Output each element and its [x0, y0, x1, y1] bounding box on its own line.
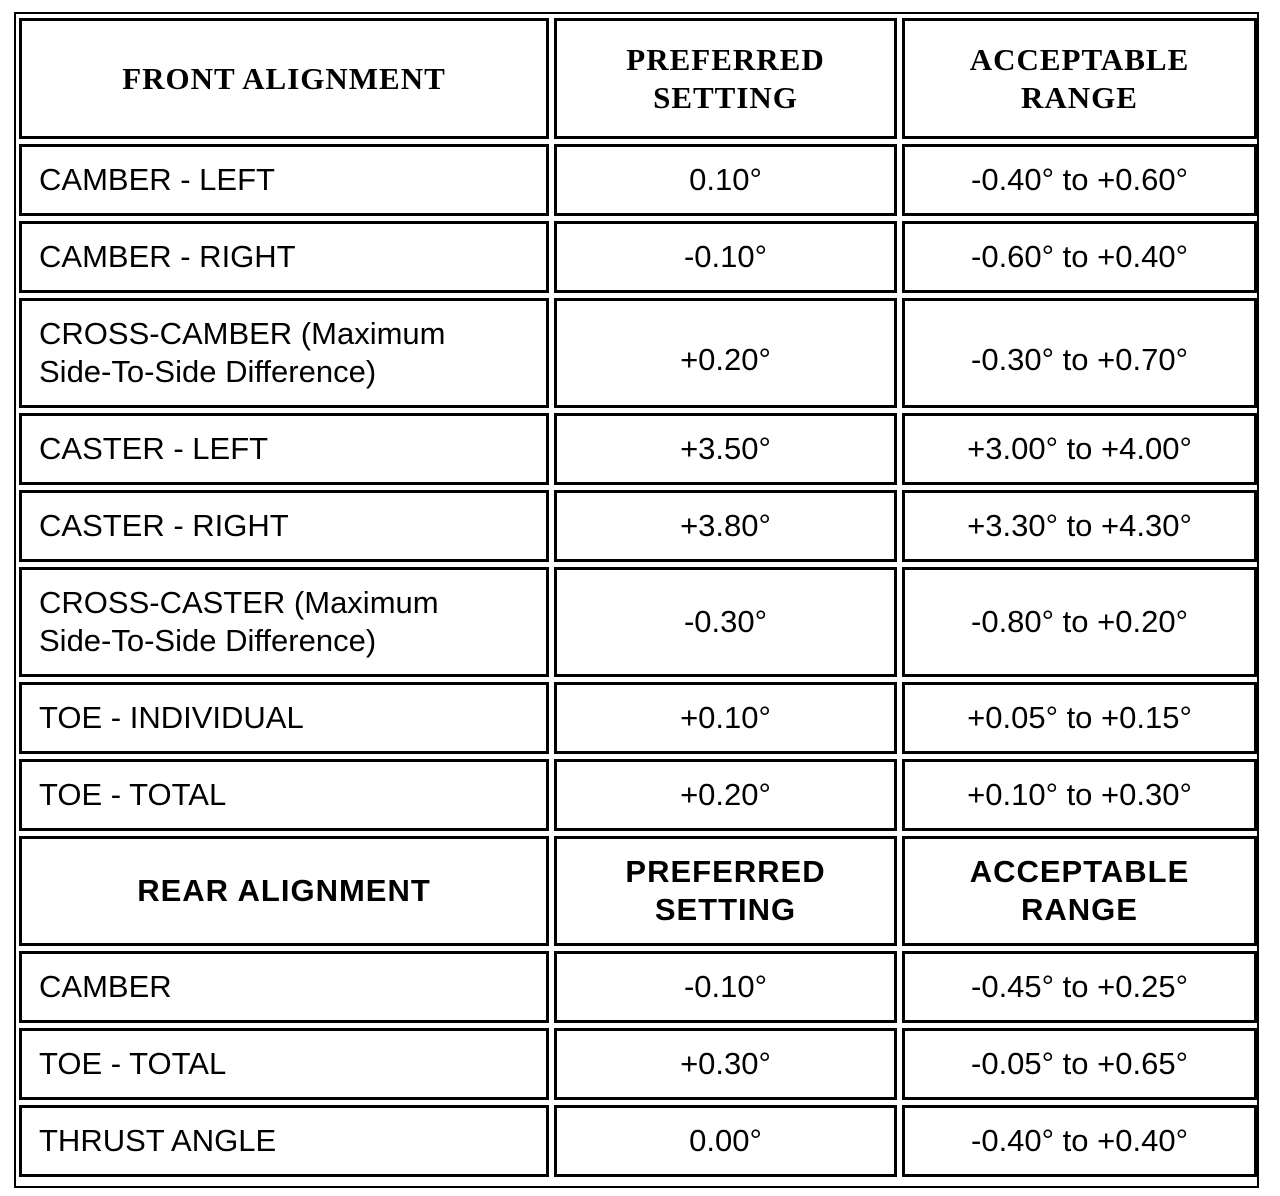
range-value [902, 221, 1257, 293]
row-label [19, 567, 549, 677]
front-preferred-header-line2: SETTING [653, 79, 798, 115]
range-value [902, 682, 1257, 754]
preferred-value [554, 1028, 897, 1100]
preferred-value-text: +0.10° [680, 700, 771, 735]
row-label-text: TOE - TOTAL [39, 1046, 227, 1081]
row-label-text: CASTER - LEFT [39, 431, 269, 466]
preferred-value [554, 490, 897, 562]
range-value-text: -0.80° to +0.20° [971, 604, 1188, 639]
preferred-value [554, 1105, 897, 1177]
table-row [19, 221, 1257, 293]
table-row [19, 1105, 1257, 1177]
rear-alignment-header [19, 836, 549, 946]
preferred-value-text: 0.10° [689, 162, 762, 197]
rear-header-row [19, 836, 1257, 946]
range-value-text: -0.45° to +0.25° [971, 969, 1188, 1004]
row-label-text-line2: Side-To-Side Difference) [39, 354, 377, 389]
preferred-value-text: +0.30° [680, 1046, 771, 1081]
rear-acceptable-range-header [902, 836, 1257, 946]
range-value [902, 567, 1257, 677]
row-label-text: TOE - TOTAL [39, 777, 227, 812]
row-label-text: CASTER - RIGHT [39, 508, 289, 543]
front-alignment-header [19, 18, 549, 139]
row-label-text: CROSS-CAMBER (Maximum [39, 316, 446, 351]
row-label-text: CROSS-CASTER (Maximum [39, 585, 439, 620]
table-row [19, 759, 1257, 831]
row-label [19, 144, 549, 216]
alignment-spec-table [14, 13, 1262, 1182]
rear-preferred-header-line2: SETTING [654, 892, 797, 927]
range-value [902, 1028, 1257, 1100]
table-row [19, 413, 1257, 485]
range-value-text: -0.05° to +0.65° [971, 1046, 1188, 1081]
table-row [19, 682, 1257, 754]
preferred-value [554, 682, 897, 754]
range-value-text: +3.00° to +4.00° [967, 431, 1192, 466]
range-value [902, 144, 1257, 216]
row-label [19, 951, 549, 1023]
rear-alignment-header-text: REAR ALIGNMENT [137, 873, 431, 908]
rear-preferred-header-line1: PREFERRED [625, 854, 826, 889]
range-value [902, 490, 1257, 562]
preferred-value [554, 759, 897, 831]
range-value-text: -0.60° to +0.40° [971, 239, 1188, 274]
preferred-value-text: +0.20° [680, 342, 771, 377]
preferred-value-text: +0.20° [680, 777, 771, 812]
row-label-text: THRUST ANGLE [39, 1123, 277, 1158]
row-label-text: CAMBER - RIGHT [39, 239, 296, 274]
range-value-text: +0.10° to +0.30° [967, 777, 1192, 812]
rear-range-header-line2: RANGE [1021, 892, 1138, 927]
front-preferred-setting-header [554, 18, 897, 139]
row-label [19, 413, 549, 485]
table-row [19, 567, 1257, 677]
table-row [19, 1028, 1257, 1100]
range-value-text: -0.30° to +0.70° [971, 342, 1188, 377]
front-header-row [19, 18, 1257, 139]
front-range-header-line2: RANGE [1021, 79, 1138, 115]
range-value [902, 759, 1257, 831]
preferred-value-text: -0.10° [683, 969, 768, 1004]
row-label-text: TOE - INDIVIDUAL [39, 700, 304, 735]
front-range-header-line1: ACCEPTABLE [969, 41, 1190, 77]
row-label [19, 490, 549, 562]
preferred-value [554, 221, 897, 293]
preferred-value [554, 144, 897, 216]
row-label-text: CAMBER - LEFT [39, 162, 275, 197]
preferred-value-text: 0.00° [689, 1123, 762, 1158]
front-acceptable-range-header [902, 18, 1257, 139]
row-label [19, 1028, 549, 1100]
range-value [902, 1105, 1257, 1177]
preferred-value-text: +3.50° [680, 431, 771, 466]
preferred-value-text: -0.10° [683, 239, 768, 274]
preferred-value-text: +3.80° [680, 508, 771, 543]
rear-range-header-line1: ACCEPTABLE [969, 854, 1190, 889]
range-value [902, 951, 1257, 1023]
table-row [19, 144, 1257, 216]
preferred-value-text: -0.30° [683, 604, 768, 639]
preferred-value [554, 413, 897, 485]
row-label [19, 298, 549, 408]
table-row [19, 951, 1257, 1023]
range-value [902, 413, 1257, 485]
alignment-spec-table-frame [14, 12, 1259, 1188]
preferred-value [554, 298, 897, 408]
range-value-text: +3.30° to +4.30° [967, 508, 1192, 543]
row-label-text: CAMBER [39, 969, 172, 1004]
preferred-value [554, 567, 897, 677]
row-label [19, 682, 549, 754]
range-value-text: -0.40° to +0.60° [971, 162, 1188, 197]
rear-preferred-setting-header [554, 836, 897, 946]
range-value-text: -0.40° to +0.40° [971, 1123, 1188, 1158]
range-value [902, 298, 1257, 408]
row-label-text-line2: Side-To-Side Difference) [39, 623, 377, 658]
row-label [19, 759, 549, 831]
front-preferred-header-line1: PREFERRED [626, 41, 825, 77]
front-alignment-header-text: FRONT ALIGNMENT [122, 60, 446, 96]
table-row [19, 298, 1257, 408]
table-row [19, 490, 1257, 562]
row-label [19, 1105, 549, 1177]
range-value-text: +0.05° to +0.15° [967, 700, 1192, 735]
row-label [19, 221, 549, 293]
preferred-value [554, 951, 897, 1023]
